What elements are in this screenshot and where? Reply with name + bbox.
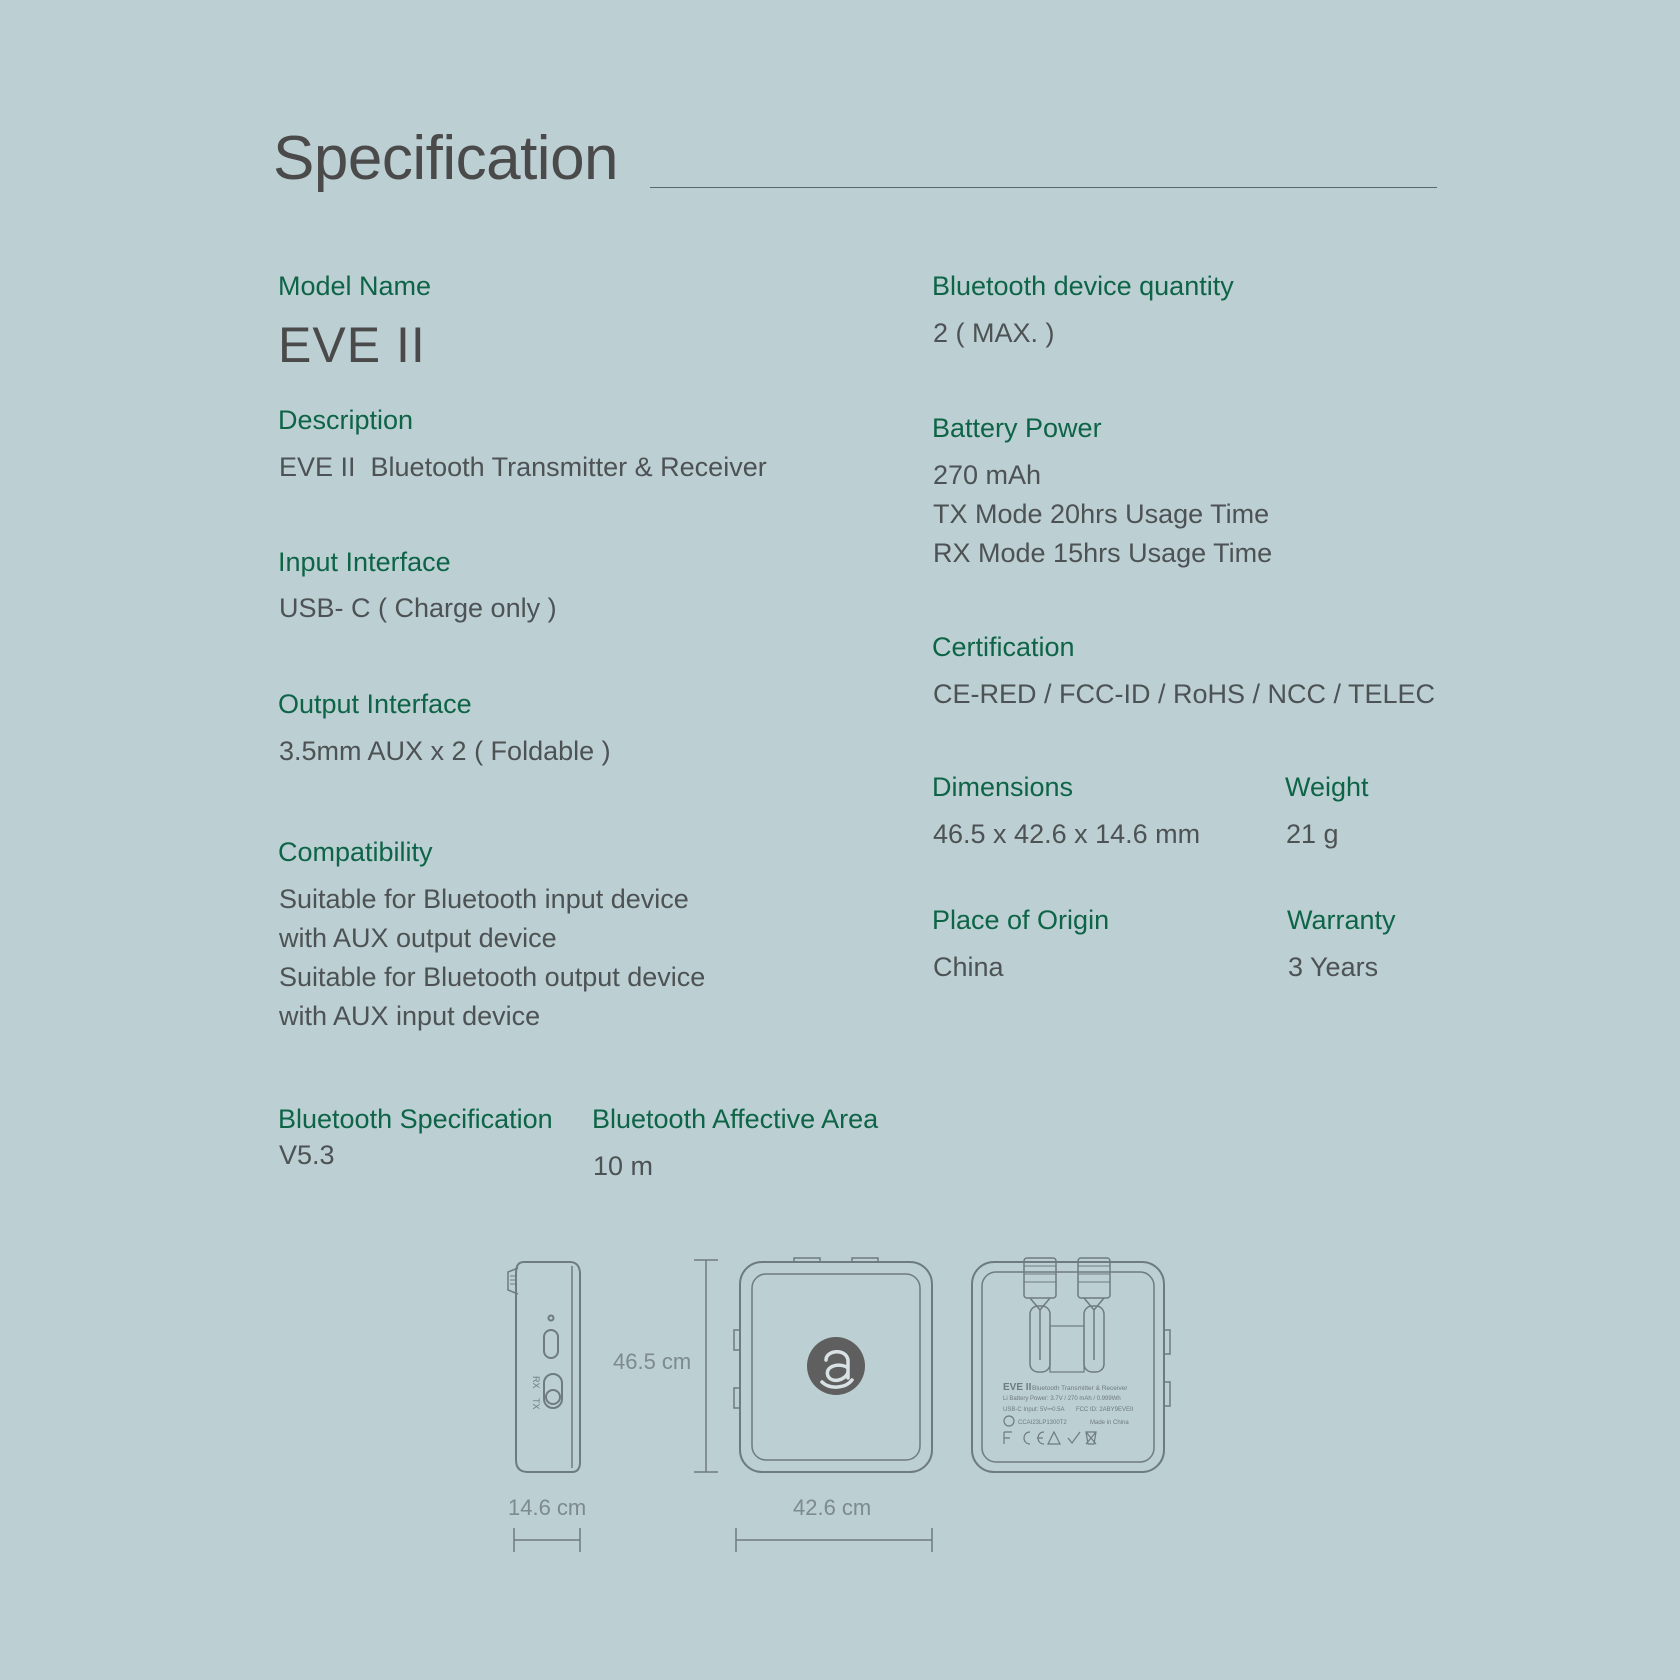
- weight-value: 21 g: [1286, 819, 1339, 849]
- origin-value: China: [933, 952, 1004, 982]
- battery-label: Battery Power: [932, 413, 1102, 443]
- rating-label: [1003, 1382, 1134, 1426]
- rating-label-product: Bluetooth Transmitter & Receiver: [1032, 1385, 1128, 1392]
- model-name-value: EVE II: [278, 317, 426, 373]
- compatibility-line: with AUX output device: [279, 923, 557, 953]
- rating-label-fcc: FCC ID: 2ABY9EVEII: [1076, 1407, 1134, 1413]
- depth-dimension-label: 14.6 cm: [508, 1495, 587, 1520]
- output-interface-value: 3.5mm AUX x 2 ( Foldable ): [279, 736, 611, 766]
- battery-line: TX Mode 20hrs Usage Time: [933, 499, 1270, 529]
- warranty-value: 3 Years: [1288, 952, 1379, 982]
- bt-area-label: Bluetooth Affective Area: [592, 1104, 879, 1134]
- bt-quantity-label: Bluetooth device quantity: [932, 271, 1234, 301]
- rx-label: RX: [531, 1376, 541, 1389]
- ccai-mark-icon: [1004, 1416, 1014, 1426]
- input-interface-value: USB- C ( Charge only ): [279, 593, 557, 623]
- rating-label-ccai: CCAI23LP1300T2: [1018, 1420, 1067, 1426]
- description-value: EVE II Bluetooth Transmitter & Receiver: [279, 452, 767, 482]
- input-interface-label: Input Interface: [278, 547, 451, 577]
- output-interface-label: Output Interface: [278, 689, 472, 719]
- dimensions-label: Dimensions: [932, 772, 1074, 802]
- certification-value: CE-RED / FCC-ID / RoHS / NCC / TELEC: [933, 679, 1436, 709]
- height-dimension-label: 46.5 cm: [613, 1349, 692, 1374]
- battery-line: RX Mode 15hrs Usage Time: [933, 538, 1273, 568]
- dimensions-value: 46.5 x 42.6 x 14.6 mm: [933, 819, 1201, 849]
- switch-labels: [531, 1376, 541, 1410]
- warning-mark-icon: [1048, 1432, 1060, 1444]
- origin-label: Place of Origin: [932, 905, 1110, 935]
- width-dimension-label: 42.6 cm: [793, 1495, 872, 1520]
- warranty-label: Warranty: [1287, 905, 1396, 935]
- battery-line: 270 mAh: [933, 460, 1042, 490]
- brand-logo-icon: [807, 1337, 865, 1395]
- ce-mark-icon: [1024, 1432, 1044, 1444]
- certification-label: Certification: [932, 632, 1075, 662]
- weight-label: Weight: [1285, 772, 1369, 802]
- bt-spec-value: V5.3: [279, 1140, 335, 1170]
- compatibility-label: Compatibility: [278, 837, 433, 867]
- weee-bin-icon: [1086, 1432, 1096, 1444]
- description-label: Description: [278, 405, 414, 435]
- tx-label: TX: [531, 1398, 541, 1410]
- rating-label-origin: Made in China: [1090, 1420, 1129, 1426]
- rating-label-input: USB-C Input: 5V⎓0.5A: [1003, 1407, 1065, 1413]
- compatibility-line: with AUX input device: [279, 1001, 541, 1031]
- compatibility-line: Suitable for Bluetooth output device: [279, 962, 706, 992]
- model-name-label: Model Name: [278, 271, 432, 301]
- rating-label-model: EVE II: [1003, 1382, 1032, 1393]
- fcc-mark-icon: [1004, 1432, 1012, 1444]
- side-view: [508, 1262, 580, 1472]
- page-title: Specification: [273, 124, 619, 193]
- compatibility-line: Suitable for Bluetooth input device: [279, 884, 689, 914]
- bt-quantity-value: 2 ( MAX. ): [933, 318, 1055, 348]
- back-view: [972, 1258, 1170, 1472]
- rating-label-battery: Li Battery Power: 3.7V / 270 mAh / 0.999Wh: [1003, 1396, 1121, 1402]
- rohs-mark-icon: [1068, 1432, 1080, 1443]
- bt-area-value: 10 m: [593, 1151, 654, 1181]
- bt-spec-label: Bluetooth Specification: [278, 1104, 553, 1134]
